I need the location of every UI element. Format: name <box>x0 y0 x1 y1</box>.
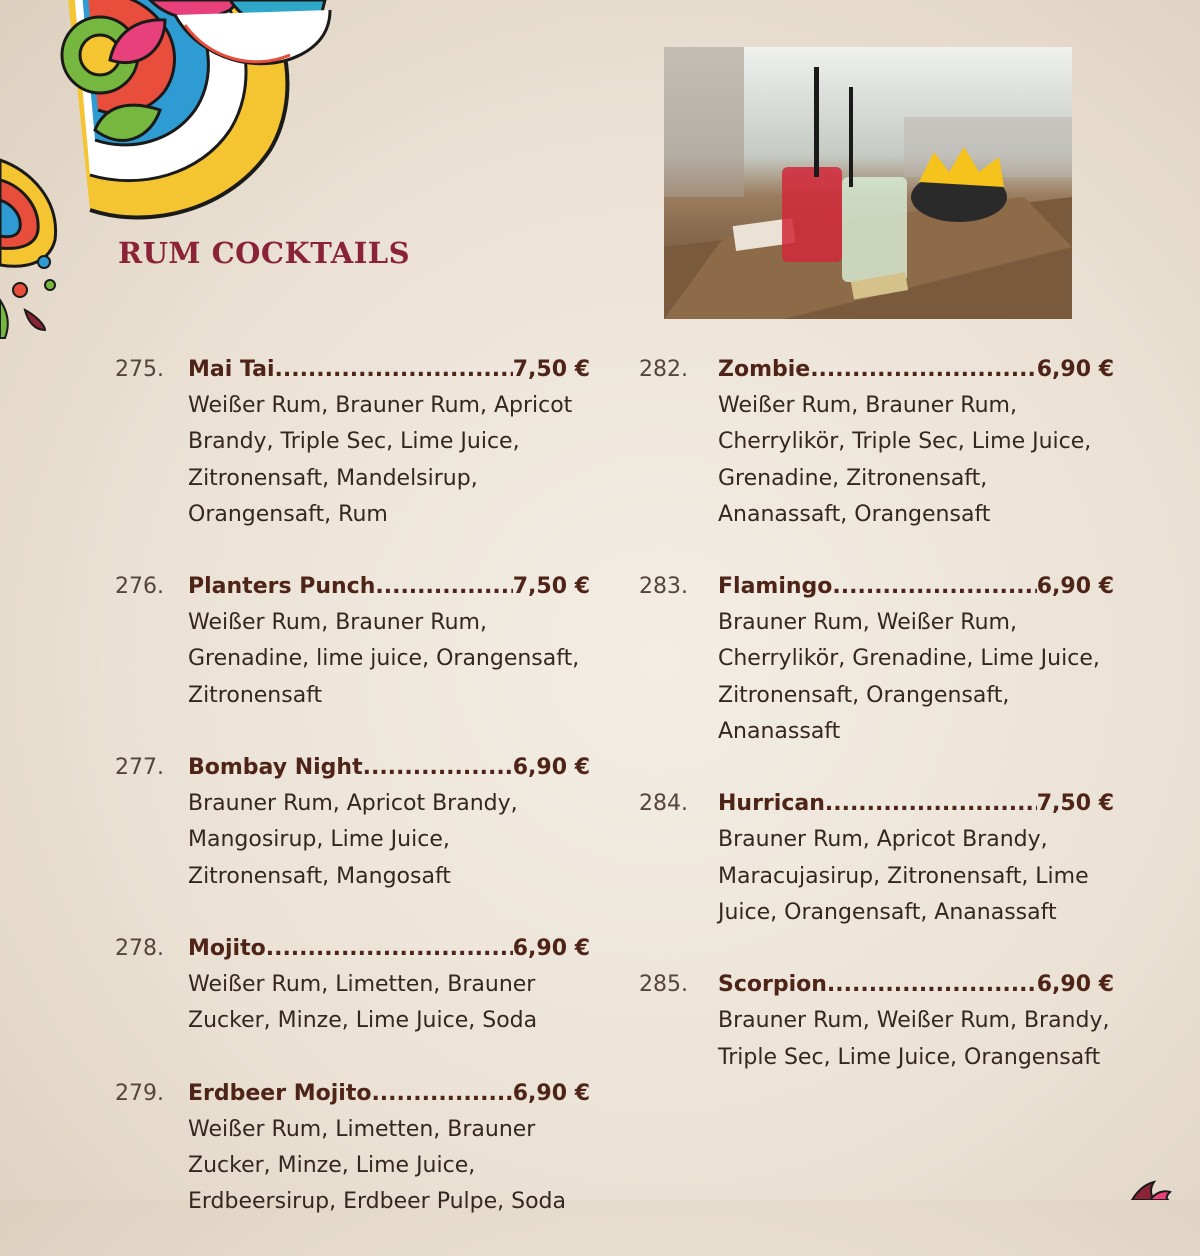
menu-item <box>115 750 590 895</box>
mandala-ornament <box>0 0 340 345</box>
item-name: Mai Tai <box>188 357 275 382</box>
leader-dots <box>363 750 513 786</box>
item-number: 283. <box>639 574 688 600</box>
menu-item <box>639 569 1114 750</box>
item-name: Planters Punch <box>188 574 376 600</box>
leader-dots <box>275 352 513 388</box>
menu-item <box>639 786 1114 931</box>
item-ingredients: Weißer Rum, Brauner Rum, Cherrylikör, Triple Sec, Lime Juice, Grenadine, Zitronensaft, Ananassaft, Orangensaft <box>718 393 1092 527</box>
item-number: 275. <box>115 357 164 382</box>
leader-dots <box>810 352 1037 388</box>
item-price: 6,90 € <box>512 1080 590 1106</box>
item-number: 279. <box>115 1080 164 1106</box>
leader-dots <box>371 1076 512 1112</box>
item-number: 277. <box>115 755 164 781</box>
item-price: 6,90 € <box>1036 574 1114 600</box>
item-ingredients: Brauner Rum, Apricot Brandy, Maracujasirup, Zitronensaft, Lime Juice, Orangensaft, Ananassaft <box>718 827 1089 925</box>
item-ingredients: Weißer Rum, Limetten, Brauner Zucker, Minze, Lime Juice, Erdbeersirup, Erdbeer Pulpe, Soda <box>188 1116 567 1215</box>
item-number: 278. <box>115 935 164 961</box>
item-price: 7,50 € <box>1036 791 1114 817</box>
item-ingredients: Brauner Rum, Weißer Rum, Cherrylikör, Grenadine, Lime Juice, Zitronensaft, Orangensaft, Ananassaft <box>718 610 1100 745</box>
menu-item <box>115 352 590 533</box>
leader-dots <box>266 931 513 967</box>
item-name: Flamingo <box>718 574 833 600</box>
menu-item <box>115 931 590 1040</box>
item-price: 6,90 € <box>512 935 590 961</box>
item-name: Erdbeer Mojito <box>188 1080 372 1106</box>
cocktail-photo <box>664 47 1072 319</box>
item-ingredients: Weißer Rum, Brauner Rum, Apricot Brandy, Triple Sec, Lime Juice, Zitronensaft, Mandelsirup, Orangensaft, Rum <box>188 393 573 527</box>
item-ingredients: Weißer Rum, Limetten, Brauner Zucker, Minze, Lime Juice, Soda <box>188 971 538 1034</box>
menu-item <box>115 1076 590 1221</box>
item-price: 6,90 € <box>512 755 590 781</box>
item-name: Bombay Night <box>188 755 363 781</box>
menu-column-right <box>639 352 1114 1112</box>
menu-item <box>115 569 590 714</box>
item-name: Scorpion <box>718 972 827 998</box>
item-price: 6,90 € <box>1036 972 1114 998</box>
item-name: Zombie <box>718 357 811 382</box>
corner-ornament <box>1120 1178 1200 1200</box>
item-price: 7,50 € <box>512 574 590 600</box>
leader-dots <box>375 569 512 605</box>
item-ingredients: Brauner Rum, Weißer Rum, Brandy, Triple Sec, Lime Juice, Orangensaft <box>718 1008 1110 1070</box>
leader-dots <box>832 569 1036 605</box>
menu-item <box>639 352 1114 533</box>
section-title: RUM COCKTAILS <box>118 236 411 270</box>
menu-item <box>639 967 1114 1076</box>
item-ingredients: Weißer Rum, Brauner Rum, Grenadine, lime juice, Orangensaft, Zitronensaft <box>188 610 580 708</box>
item-ingredients: Brauner Rum, Apricot Brandy, Mangosirup, Lime Juice, Zitronensaft, Mangosaft <box>188 791 518 889</box>
menu-column-left <box>115 352 590 1256</box>
item-number: 276. <box>115 574 164 600</box>
leader-dots <box>825 786 1037 822</box>
leader-dots <box>827 967 1037 1003</box>
item-number: 285. <box>639 972 688 998</box>
item-name: Hurrican <box>718 791 825 817</box>
item-price: 6,90 € <box>1036 357 1114 382</box>
item-price: 7,50 € <box>512 357 590 382</box>
item-name: Mojito <box>188 935 266 961</box>
item-number: 284. <box>639 791 688 817</box>
item-number: 282. <box>639 357 688 382</box>
